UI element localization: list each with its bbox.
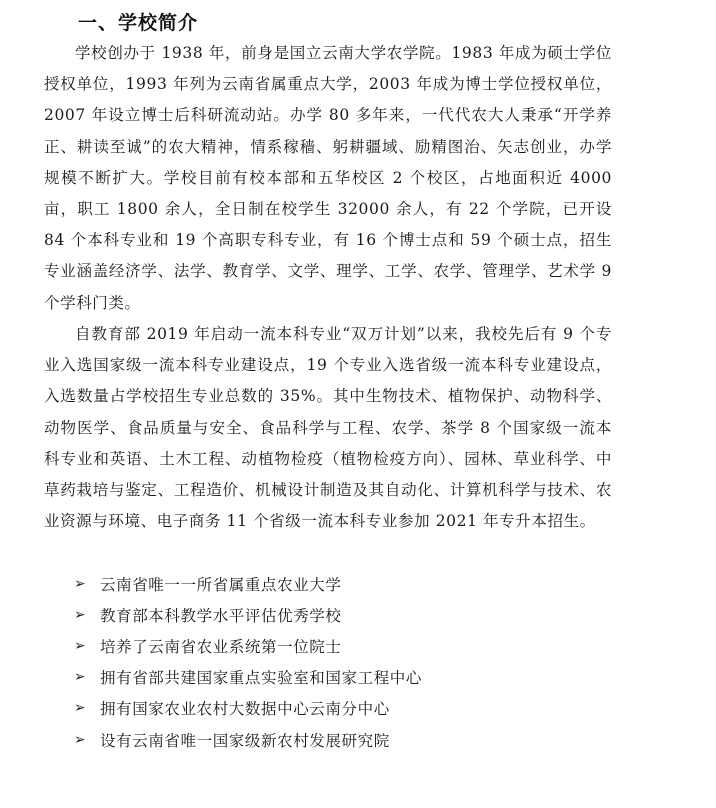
highlight-text: 拥有国家农业农村大数据中心云南分中心 <box>100 700 390 719</box>
list-item <box>74 724 422 755</box>
highlight-text: 培养了云南省农业系统第一位院士 <box>100 637 342 656</box>
highlights-list <box>74 568 422 755</box>
arrowhead-bullet-icon: ➢ <box>74 700 87 717</box>
intro-paragraph-majors: 自教育部 2019 年启动一流本科专业“双万计划”以来，我校先后有 9 个专业入选国家级一流本科专业建设点，19 个专业入选省级一流本科专业建设点，入选数量占学校招生专业总数的 35%。其中生物技术、植物保护、动物科学、动物医学、食品质量与安全、食品科学与工程、农学、茶学 8 个国家级一流本科专业和英语、土木工程、动植物检疫（植物检疫方向）、园林、草业科学、中草药栽培与鉴定、工程造价、机械设计制造及其自动化、计算机科学与技术、农业资源与环境、电子商务 11 个省级一流本科专业参加 2021 年专升本招生。 <box>44 325 612 531</box>
arrowhead-bullet-icon: ➢ <box>74 575 87 592</box>
list-item <box>74 693 422 724</box>
arrowhead-bullet-icon: ➢ <box>74 669 87 686</box>
arrowhead-bullet-icon: ➢ <box>74 731 87 748</box>
highlight-text: 云南省唯一一所省属重点农业大学 <box>100 575 342 594</box>
arrowhead-bullet-icon: ➢ <box>74 637 87 654</box>
intro-paragraph-history: 学校创办于 1938 年，前身是国立云南大学农学院。1983 年成为硕士学位授权单位，1993 年列为云南省属重点大学，2003 年成为博士学位授权单位，2007 年设立博士后科研流动站。办学 80 多年来，一代代农大人秉承“开学养正、耕读至诚”的农大精神，情系稼穑、躬耕疆域、励精图治、矢志创业，办学规模不断扩大。学校目前有校本部和五华校区 2 个校区，占地面积近 4000 亩，职工 1800 余人，全日制在校学生 32000 余人，有 22 个学院，已开设 84 个本科专业和 19 个高职专科专业，有 16 个博士点和 59 个硕士点，招生专业涵盖经济学、法学、教育学、文学、理学、工学、农学、管理学、艺术学 9 个学科门类。 <box>44 44 612 312</box>
highlight-text: 拥有省部共建国家重点实验室和国家工程中心 <box>100 669 423 688</box>
section-title: 一、学校简介 <box>78 12 199 34</box>
list-item <box>74 630 422 661</box>
highlight-text: 教育部本科教学水平评估优秀学校 <box>100 606 342 625</box>
list-item <box>74 599 422 630</box>
list-item <box>74 662 422 693</box>
highlight-text: 设有云南省唯一国家级新农村发展研究院 <box>100 731 390 750</box>
arrowhead-bullet-icon: ➢ <box>74 606 87 623</box>
list-item <box>74 568 422 599</box>
